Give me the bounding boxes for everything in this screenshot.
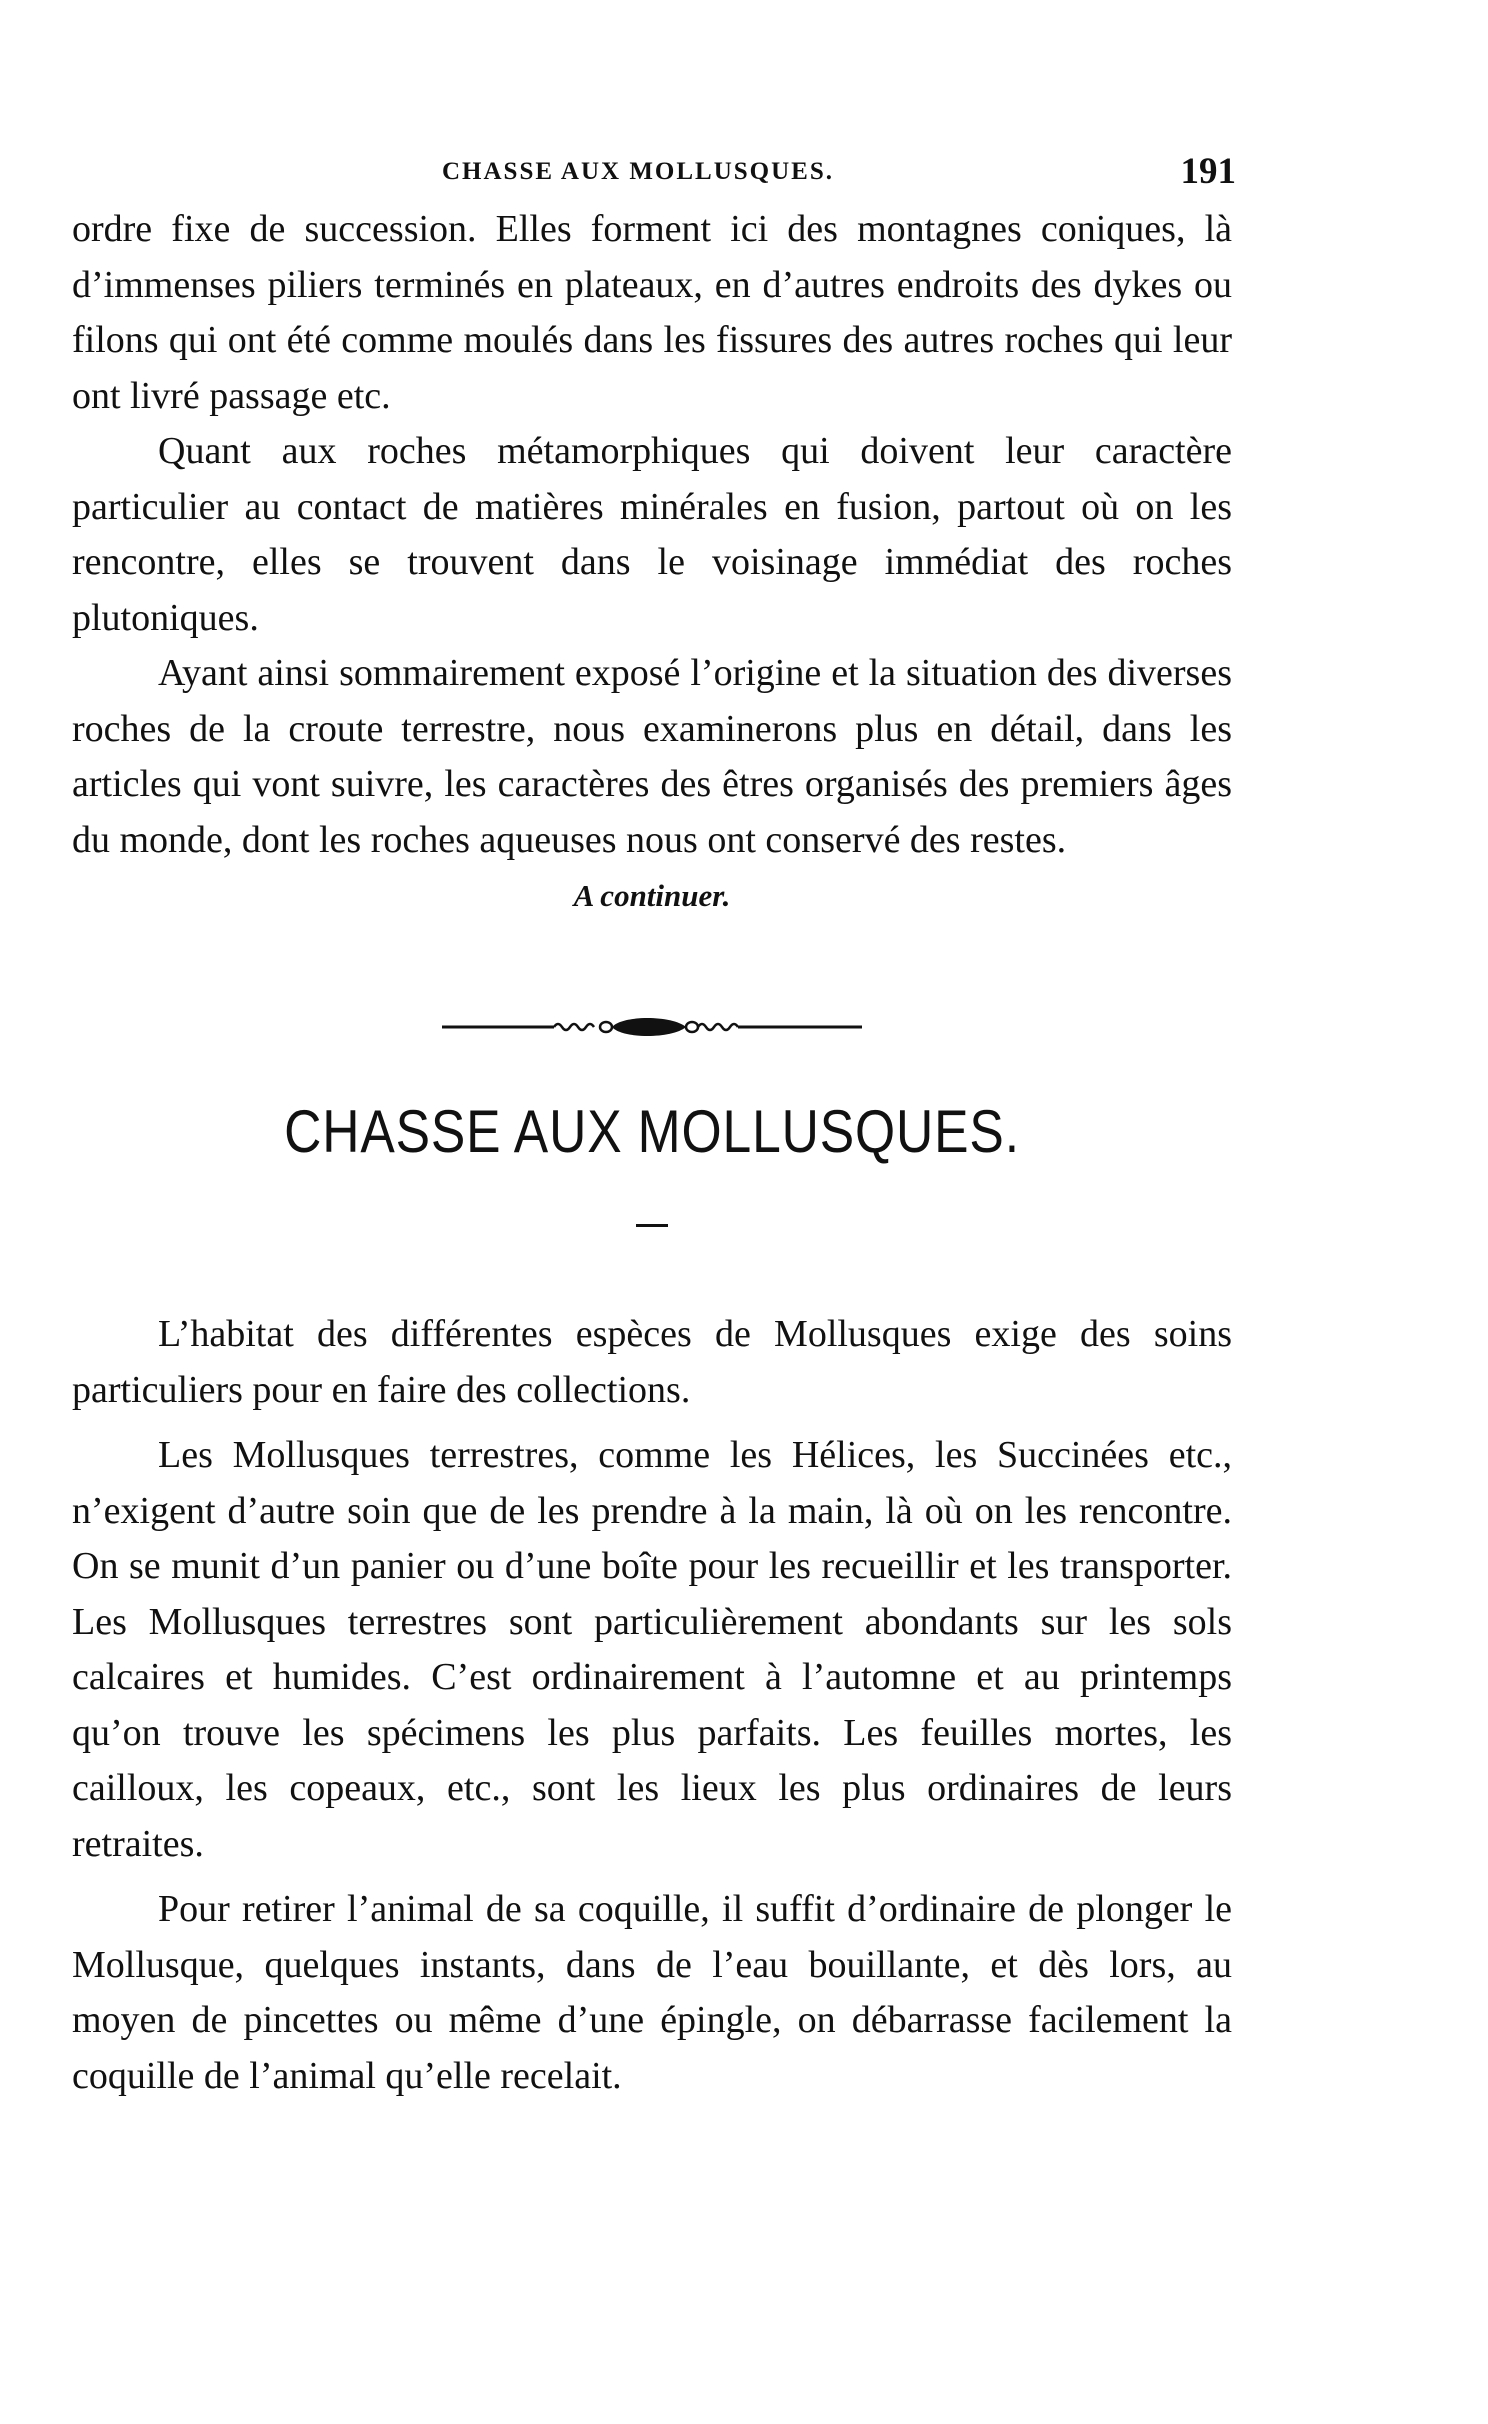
paragraph: Quant aux roches métamorphiques qui doivent leur caractère particulier au contact de matières minérales en fusion, partout où on les rencontre, elles se trouvent dans le voisinage immédiat des roches plutoniques.: [72, 430, 1232, 639]
previous-article-ending: [72, 202, 1232, 923]
title-rule: [636, 1224, 668, 1227]
book-page: [72, 150, 1236, 2104]
paragraph: ordre fixe de succession. Elles forment ici des montagnes coniques, là d’immenses piliers terminés en plateaux, en d’autres endroits des dykes ou filons qui ont été comme moulés dans les fissures des autres roches qui leur ont livré passage etc.: [72, 208, 1232, 417]
paragraph: Pour retirer l’animal de sa coquille, il suffit d’ordinaire de plonger le Mollusque, quelques instants, dans de l’eau bouillante, et dès lors, au moyen de pincettes ou même d’une épingle, on débarrasse facilement la coquille de l’animal qu’elle recelait.: [72, 1888, 1232, 2097]
article-title: CHASSE AUX MOLLUSQUES.: [284, 1098, 1020, 1165]
paragraph: L’habitat des différentes espèces de Mollusques exige des soins particuliers pour en faire des collections.: [72, 1313, 1232, 1411]
continued-note: A continuer.: [573, 878, 731, 913]
running-head: [72, 150, 1236, 194]
decorative-divider: [442, 1015, 862, 1039]
paragraph: Les Mollusques terrestres, comme les Hélices, les Succinées etc., n’exigent d’autre soin que de les prendre à la main, là où on les rencontre. On se munit d’un panier ou d’une boîte pour les recueillir et les transporter. Les Mollusques terrestres sont particulièrement abondants sur les sols calcaires et humides. C’est ordinairement à l’automne et au printemps qu’on trouve les spécimens les plus parfaits. Les feuilles mortes, les cailloux, les copeaux, etc., sont les lieux les plus ordinaires de leurs retraites.: [72, 1434, 1232, 1865]
page-number: 191: [1180, 151, 1236, 192]
paragraph: Ayant ainsi sommairement exposé l’origine et la situation des diverses roches de la croute terrestre, nous examinerons plus en détail, dans les articles qui vont suivre, les caractères des êtres organisés des premiers âges du monde, dont les roches aqueuses nous ont conservé des restes.: [72, 652, 1232, 861]
running-title: CHASSE AUX MOLLUSQUES.: [442, 158, 834, 185]
article-body: [72, 1307, 1232, 2104]
